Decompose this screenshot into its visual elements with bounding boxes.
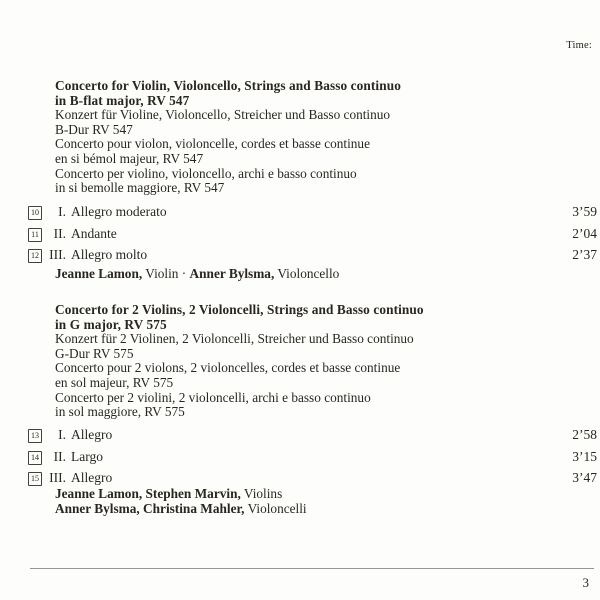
track-number-badge: 12: [28, 249, 42, 263]
work-2-title-line-1: Concerto for 2 Violins, 2 Violoncelli, Strings and Basso continuo: [55, 302, 424, 317]
track-title: Allegro molto: [71, 247, 148, 263]
page-number: 3: [582, 575, 589, 590]
track-duration: 2’37: [572, 247, 597, 263]
track-movement-numeral: I.: [58, 427, 66, 442]
work-1-performers: [55, 267, 597, 282]
footer-divider: [30, 568, 594, 569]
work-1-title-line-2: in B-flat major, RV 547: [55, 92, 190, 108]
time-column-header: Time:: [566, 40, 592, 51]
work-2-subtitle-fr-1: Concerto pour 2 violons, 2 violoncelles, cordes et basse continue: [55, 360, 401, 376]
work-1-subtitle-it-2: in si bemolle maggiore, RV 547: [55, 180, 225, 196]
work-1-subtitle-fr-1: Concerto pour violon, violoncelle, cordes et basse continue: [55, 136, 370, 152]
track-title: Allegro: [71, 427, 113, 442]
performer-instrument: Violins: [240, 486, 283, 501]
track-duration: 2’58: [572, 427, 597, 442]
track-title: Allegro: [71, 470, 113, 486]
track-row: [0, 226, 600, 248]
work-2-subtitle-de-2: G-Dur RV 575: [55, 345, 134, 361]
work-2-title-line-2: in G major, RV 575: [55, 316, 167, 332]
track-title: Andante: [71, 225, 117, 241]
track-title: Largo: [71, 448, 103, 464]
track-duration: 3’15: [572, 448, 597, 464]
track-row: [0, 427, 600, 449]
track-number-badge: 11: [28, 228, 42, 242]
work-1-tracklist: [0, 204, 600, 269]
performer-name: Jeanne Lamon, Stephen Marvin,: [55, 486, 241, 501]
performer-instrument: Violoncelli: [244, 500, 307, 516]
track-duration: 2’04: [572, 225, 597, 241]
track-movement-numeral: III.: [49, 470, 66, 486]
work-2-subtitle-it-1: Concerto per 2 violini, 2 violoncelli, archi e basso continuo: [55, 389, 371, 405]
work-1-subtitle-it-1: Concerto per violino, violoncello, archi e basso continuo: [55, 165, 357, 181]
work-2-subtitle-de-1: Konzert für 2 Violinen, 2 Violoncelli, Streicher und Basso continuo: [55, 331, 414, 347]
performer-instrument: Violoncello: [274, 266, 340, 281]
performers-line: [55, 267, 597, 282]
track-row: [0, 204, 600, 226]
track-movement-numeral: III.: [49, 247, 66, 263]
track-title: Allegro moderato: [71, 204, 167, 219]
work-1-subtitle-de-2: B-Dur RV 547: [55, 121, 133, 137]
work-1-title-line-1: Concerto for Violin, Violoncello, Strings and Basso continuo: [55, 78, 401, 93]
track-number-badge: 15: [28, 472, 42, 486]
performers-line: [55, 487, 597, 502]
track-duration: 3’47: [572, 470, 597, 486]
work-1-heading-block: [55, 79, 597, 196]
work-2-performers: [55, 487, 597, 517]
track-duration: 3’59: [572, 204, 597, 219]
work-2-heading-block: [55, 303, 597, 420]
work-1-subtitle-fr-2: en si bémol majeur, RV 547: [55, 150, 204, 166]
performers-line: [55, 502, 597, 517]
track-row: [0, 449, 600, 471]
work-2-tracklist: [0, 427, 600, 492]
work-2-subtitle-it-2: in sol maggiore, RV 575: [55, 404, 185, 420]
track-movement-numeral: I.: [58, 204, 66, 219]
work-2-subtitle-fr-2: en sol majeur, RV 575: [55, 374, 174, 390]
performer-name: Jeanne Lamon,: [55, 266, 143, 281]
performer-name: Anner Bylsma, Christina Mahler,: [55, 500, 245, 516]
track-movement-numeral: II.: [53, 448, 66, 464]
performer-instrument: Violin ·: [142, 266, 190, 281]
work-1-subtitle-de-1: Konzert für Violine, Violoncello, Streicher und Basso continuo: [55, 107, 391, 123]
track-number-badge: 10: [28, 206, 42, 220]
track-number-badge: 13: [28, 429, 42, 443]
track-movement-numeral: II.: [53, 225, 66, 241]
performer-name: Anner Bylsma,: [189, 266, 275, 281]
track-number-badge: 14: [28, 451, 42, 465]
